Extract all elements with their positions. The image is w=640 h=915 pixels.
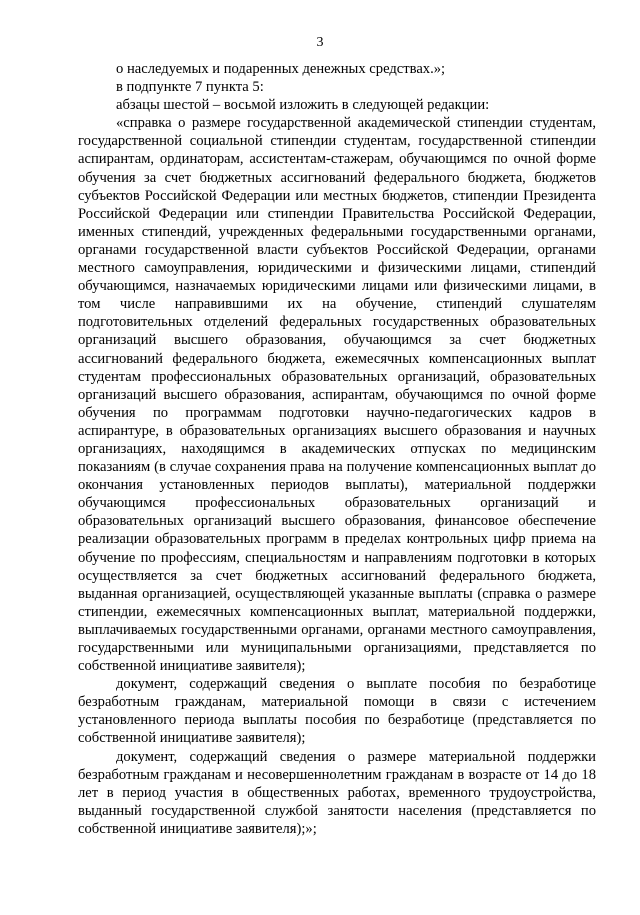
paragraph-unemployment-benefit: документ, содержащий сведения о выплате пособия по безработице безработным гражданам, материальной помощи в связи с истечением установленного периода выплаты пособия по безработице (представляется по собственной инициативе заявителя); [78,676,596,747]
paragraph-subparagraph-7: в подпункте 7 пункта 5: [116,79,264,96]
paragraph-inherited-funds: о наследуемых и подаренных денежных средствах.»; [116,61,446,77]
paragraph-scholarship-certificate: «справка о размере государственной академической стипендии студентам, государственной социальной стипендии студентам, государственной стипендии аспирантам, ординаторам, ассистентам-стажерам, обучающимся по очной форме обучения за счет бюджетных ассигнований федерального бюджета, бюджетов субъектов Российской Федерации или местных бюджетов, стипендии Президента Российской Федерации или стипендии Правительства Российской Федерации, именных стипендий, учрежденных федеральными государственными органами, органами государственной власти субъектов Российской Федерации, органами местного самоуправления, юридическими и физическими лицами, стипендий обучающимся, назначаемых юридическими лицами или физическими лицами, в том числе направившими их на обучение, стипендий слушателям подготовительных отделений федеральных государственных образовательных организаций высшего образования, обучающимся за счет бюджетных ассигнований федерального бюджета, ежемесячных компенсационных выплат студентам профессиональных образовательных организаций, образовательных организаций высшего образования, аспирантам, обучающимся по очной форме обучения по программам подготовки научно-педагогических кадров в аспирантуре, в образовательных организациях высшего образования и научных организациях, находящимся в академических отпусках по медицинским показаниям (в случае сохранения права на получение компенсационных выплат до окончания установленных периодов выплаты), материальной поддержки обучающимся профессиональных образовательных организаций и образовательных организаций высшего образования, финансовое обеспечение реализации образовательных программ в пределах контрольных цифр приема на обучение по профессиям, специальностям и направлениям подготовки в которых осуществляется за счет бюджетных ассигнований федерального бюджета, выданная организацией, осуществляющей указанные выплаты (справка о размере стипендии, ежемесячных компенсационных выплат, материальной поддержки, выплачиваемых государственными органами, органами местного самоуправления, государственными или муниципальными организациями, представляется по собственной инициативе заявителя); [78,115,596,675]
page-number: 3 [316,35,324,50]
paragraph-material-support: документ, содержащий сведения о размере материальной поддержки безработным гражданам и несовершеннолетним гражданам в возрасте от 14 до 18 лет в период участия в общественных работах, временного трудоустройства, выданный государственной службой занятости населения (представляется по собственной инициативе заявителя);»; [78,748,596,837]
paragraph-amendment-intro: абзацы шестой – восьмой изложить в следующей редакции: [116,97,490,114]
document-body [78,60,596,838]
